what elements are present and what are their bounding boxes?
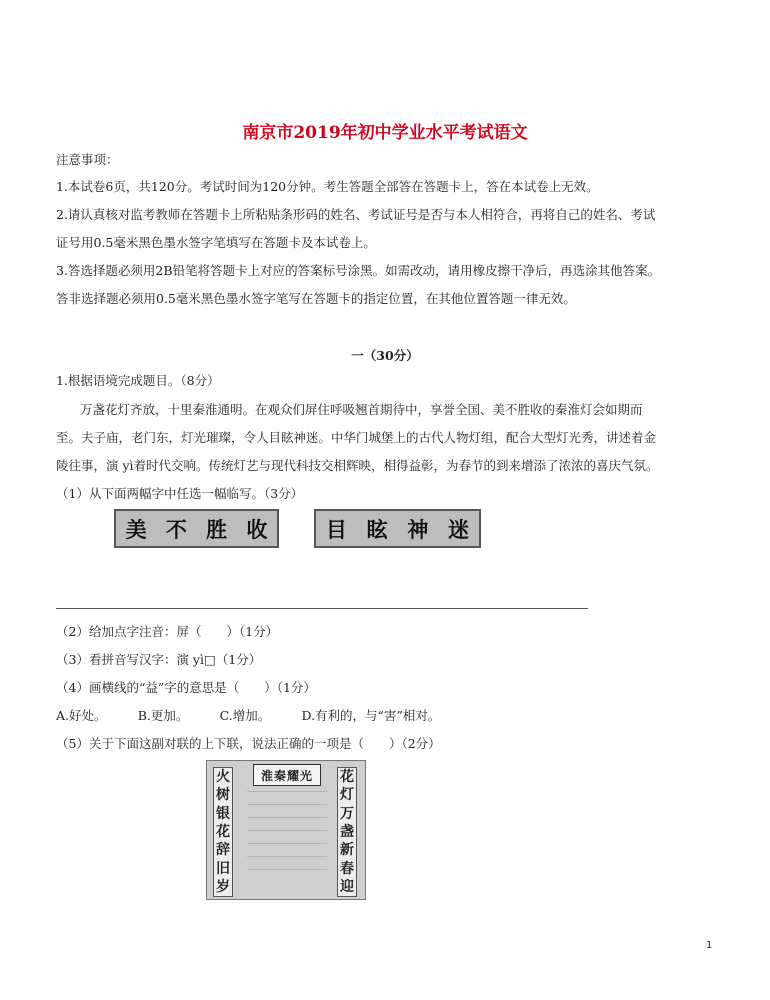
subquestion-5: （5）关于下面这副对联的上下联，说法正确的一项是（ ）（2分） (56, 736, 441, 751)
couplet-char: 盏 (340, 823, 354, 840)
background-text (247, 791, 327, 891)
calligraphy-char: 神 (407, 517, 429, 542)
couplet-char: 花 (340, 769, 354, 786)
calligraphy-sample-right (314, 509, 481, 548)
page-number: 1 (706, 940, 713, 951)
couplet-char: 春 (340, 860, 354, 877)
passage-line: 至。夫子庙，老门东，灯光璀璨，令人目眩神迷。中华门城堡上的古代人物灯组，配合大型灯光秀，讲述着金 (56, 430, 657, 445)
subquestion-1: （1）从下面两幅字中任选一幅临写。（3分） (56, 486, 304, 501)
couplet-horizontal-scroll: 淮秦耀光 (253, 764, 321, 786)
couplet-char: 旧 (216, 860, 230, 877)
passage-line: 陵往事，演 yì着时代交响。传统灯艺与现代科技交相辉映，相得益彰，为春节的到来增添了浓浓的喜庆气氛。 (56, 458, 659, 473)
passage-line: 万盏花灯齐放，十里秦淮通明。在观众们屏住呼吸翘首期待中，享誉全国、美不胜收的秦淮灯会如期而 (80, 402, 643, 417)
exam-title: 南京市2019年初中学业水平考试语文 (242, 123, 528, 143)
couplet-char: 辞 (216, 842, 230, 859)
note-line: 1.本试卷6页，共120分。考试时间为120分钟。考生答题全部答在答题卡上，答在本试卷上无效。 (56, 179, 599, 194)
couplet-char: 银 (216, 805, 230, 822)
subquestion-4: （4）画横线的“益”字的意思是（ ）（1分） (56, 680, 316, 695)
notes-heading: 注意事项： (56, 152, 119, 167)
calligraphy-char: 胜 (206, 517, 228, 542)
calligraphy-char: 美 (125, 517, 147, 542)
note-line: 答非选择题必须用0.5毫米黑色墨水签字笔写在答题卡的指定位置，在其他位置答题一律无效。 (56, 291, 576, 306)
answer-line (56, 608, 588, 609)
calligraphy-char: 眩 (366, 517, 388, 542)
couplet-char: 迎 (340, 878, 354, 895)
note-line: 2.请认真核对监考教师在答题卡上所粘贴条形码的姓名、考试证号是否与本人相符合，再将自己的姓名、考试 (56, 207, 656, 222)
question-1-title: 1.根据语境完成题目。（8分） (56, 373, 220, 388)
calligraphy-char: 不 (165, 517, 187, 542)
couplet-image (206, 760, 366, 900)
calligraphy-char: 迷 (448, 517, 470, 542)
couplet-char: 岁 (216, 878, 230, 895)
couplet-char: 树 (216, 787, 230, 804)
note-line: 3.答选择题必须用2B铅笔将答题卡上对应的答案标号涂黑。如需改动，请用橡皮擦干净后，再选涂其他答案。 (56, 263, 661, 278)
calligraphy-char: 收 (246, 517, 268, 542)
note-line: 证号用0.5毫米黑色墨水签字笔填写在答题卡及本试卷上。 (56, 235, 376, 250)
couplet-first-line (213, 767, 233, 897)
couplet-second-line (337, 767, 357, 897)
subquestion-2: （2）给加点字注音：屏（ ）（1分） (56, 624, 279, 639)
subquestion-3: （3）看拼音写汉字：演 yì□（1分） (56, 652, 262, 667)
couplet-char: 新 (340, 842, 354, 859)
calligraphy-char: 目 (325, 517, 347, 542)
couplet-char: 火 (216, 769, 230, 786)
calligraphy-sample-left (114, 509, 279, 548)
couplet-char: 万 (340, 805, 354, 822)
choice-options: A.好处。 B.更加。 C.增加。 D.有利的，与“害”相对。 (56, 708, 441, 723)
couplet-char: 花 (216, 823, 230, 840)
section-heading: 一（30分） (351, 348, 419, 363)
couplet-char: 灯 (340, 787, 354, 804)
